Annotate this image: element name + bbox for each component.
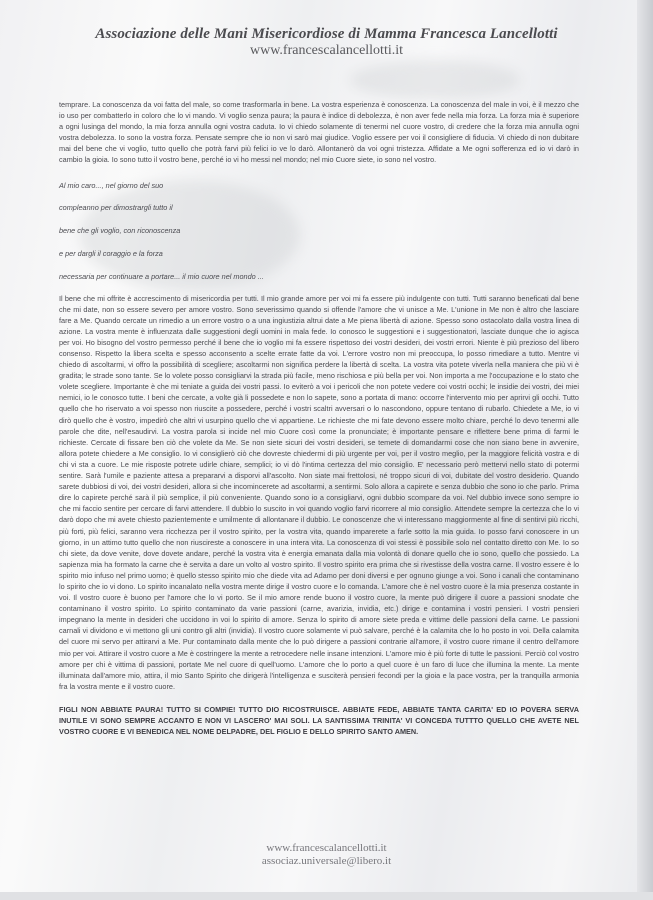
document-body	[59, 99, 579, 737]
verse-line: e per dargli il coraggio e la forza	[59, 248, 163, 258]
verse-line: necessaria per continuare a portare... il mio cuore nel mondo ...	[59, 271, 264, 281]
dedication-verse	[59, 180, 579, 282]
document-footer	[0, 842, 653, 868]
verse-line: bene che gli voglio, con riconoscenza	[59, 226, 181, 236]
main-paragraph: Il bene che mi offrite è accrescimento di misericordia per tutti. Il mio grande amore per voi mi fa essere più indulgente con tutti. Tutti saranno beneficati dal bene che mi date, non so essere severo per amore vostro. Sono severissimo quando si offende l'amore che vi unisce a Me. L'unione in Me non è altro che lasciare fare a Me. Quando cercate un rimedio a un errore vostro o a una ingiustizia altrui date a Me piena libertà di azione. Spesso sono ostacolato dalla vostra linea di azione. La vostra mente è influenzata dalle suggestioni degli uomini in mala fede. Io conosco le suggestioni e i suggestionatori, lasciate dunque che io agisca per voi. Ho bisogno del vostro permesso perché il bene che io voglio mi fa essere rispettoso dei vostri desideri, dei vostri errori. Niente è più prezioso del libero consenso. Rispetto la libera scelta e spesso acconsento a scelte errate fatte da voi. L'errore vostro non mi preoccupa, lo posso rimediare a tutto. Mentre vi chiedo di ascoltarmi, vi offro la possibilità di scegliere; ascoltarmi non significa perdere la libertà di scelta. La vostra vita potete viverla nella maniera che più vi è gradita; le strade sono tante. Se lo volete posso consigliarvi la strada più facile, meno rischiosa e più bella per voi. Non importa a me l'occupazione e lo stato che volete scegliere. Importante è che mi teniate a guida dei vostri passi. Io eviterò a voi i pericoli che non potete vedere coi vostri occhi; le insidie dei vostri, dei miei nemici, io le conosco tutte. I beni che cercate, a volte già li possedete e non lo sapete, sono a portata di mano: occorre l'intervento mio per aprirvi gli occhi. Tutto quello che ho riservato a voi spesso non riuscite a possedere, perché i vostri scaltri avversari o lo nascondono, oppure tentano di rubarlo. Chiedete a Me, io vi dirò quello che è vostro, impedirò che altri vi usurpino quello che vi appartiene. Le richieste che mi fate devono essere molto chiare, perché lo devo tenermi alle parole che dite, nell'esaudirvi. La vostra parola si incide nel mio Cuore così come la pronunciate; è importante pensare e riflettere bene prima di farmi le richieste. Cercate di fissare ben ciò che volete da Me. Se non siete sicuri dei vostri desideri, se temete di domandarmi cose che non siano bene in avvenire, allora potete chiedere a Me consiglio. Io vi consiglierò ciò che dovreste chiedermi di più urgente per voi, per il vostro meglio, per la maggiore felicità vostra e di chi vi sta a cuore. Le mie risposte potrete udirle chiare, semplici; io vi dò l'intima certezza del mio consiglio. E' necessario però mettervi nello stato di potermi sentire. Sarà l'umile e paziente attesa a prepararvi a disporvi all'ascolto. Non siate mai frettolosi, né troppo sicuri di voi, dubitate del vostro desiderio. Quando sarete dubbiosi di voi, dei vostri desideri, allora si che incomincerete ad ascoltarmi, a sentirmi. Solo allora a capirete e senza dubbio che sono io che parlo. Prima dire lo capirete perché sarà il più semplice, il più conveniente. Quando sono io a consigliarvi, ogni dubbio scompare da voi. Nel dubbio invece sono sempre io che mi faccio sentire per cercare di farvi attendere. Il dubbio lo suscito in voi quando voglio farvi ricorrere al mio consiglio. Attendete sempre la certezza che lo vi darò dopo che mi avete chiesto pazientemente e umilmente di allontanare il dubbio. Le conoscenze che vi interessano maggiormente al fine di sentirvi più ricchi, più forti, più felici, saranno vera ricchezza per il vostro spirito, per la vostra vita, quando imparerete a farle sotto la mia guida. Io posso farvi conoscere in un giorno, in un attimo tutto quello che non riuscireste a conoscere in una intera vita. La conoscenza di voi stessi è possibile solo nel contatto diretto con Me. Io so chi siete, da dove venite, dove dovete andare, perché la vostra vita è energia emanata dalla mia volontà di donare quello che io sono, quello che possiedo. La sapienza mia ha formato la carne che è servita a dare un volto al vostro spirito. Il vostro spirito era prima che si rivestisse della vostra carne. Il vostro essere è lo spirito mio infuso nel primo uomo; è quello stesso spirito mio che diede vita ad Adamo per doni diversi e per ognuno giunge a voi. Sono i canali che contaminano lo spirito che io vi dono. Lo spirito incanalato nella vostra mente dirige il vostro cuore e lo comanda. L'amore che è nel vostro cuore è la mia presenza costante in voi. Il vostro cuore è buono per l'amore che lo vi porto. Se il mio amore rende buono il vostro cuore, la mente può dirigere il cuore a passioni snodate che contaminano il vostro spirito. Lo spirito contaminato da varie passioni (carne, avarizia, invidia, etc.) dirige e contamina i vostri pensieri. I vostri pensieri impegnano la mente in desideri che uccidono in voi lo spirito di amore. Senza lo spirito di amore siete preda e vittime delle passioni della carne. Le passioni carnali vi dividono e vi mettono gli uni contro gli altri (invidia). Il vostro cuore solamente vi può salvare, perché è la calamita che lo ho posto in voi. Della calamita del cuore mi servo per attirarvi a Me. Pur contaminato dalla mente che lo può dirigere a passioni contrarie all'amore, il vostro cuore rimane il centro dell'amore mio per voi. Attirare il vostro cuore a Me è costringere la mente a retrocedere nelle insane intenzioni. L'amore mio è più forte di tutte le passioni. Perciò col vostro amore per chi è vittima di passioni, portate Me nel cuore di quell'uomo. L'amore che lo porto a quel cuore è un faro di luce che illumina la mente. La mente illuminata dall'amore mio, attira, il mio Santo Spirito che dirigerà l'intelligenza e susciterà pensieri fecondi per la gioia e la pace vostra, per la tranquilla armonia fra la vostra mente e il vostro cuore.	[59, 293, 579, 691]
footer-website: www.francescalancellotti.it	[266, 842, 387, 854]
scan-smudge	[350, 60, 520, 100]
document-header	[0, 26, 653, 59]
scan-edge	[637, 0, 653, 900]
verse-line: Al mio caro..., nel giorno del suo	[59, 180, 164, 190]
verse-line: compleanno per dimostrargli tutto il	[59, 203, 173, 213]
scan-edge-bottom	[0, 892, 653, 900]
footer-email: associaz.universale@libero.it	[261, 855, 392, 867]
closing-blessing: FIGLI NON ABBIATE PAURA! TUTTO SI COMPIE! TUTTO DIO RICOSTRUISCE. ABBIATE FEDE, ABBIATE TANTA CARITA' ED IO POVERA SERVA INUTILE VI SONO SEMPRE ACCANTO E NON VI LASCERO' MAI SOLI. LA SANTISSIMA TRINITA' VI CONCEDA TUTTTO QUELLO CHE AVETE NEL VOSTRO CUORE E VI BENEDICA NEL NOME DELPADRE, DEL FIGLIO E DELLO SPIRITO SANTO AMEN.	[59, 704, 579, 736]
association-title: Associazione delle Mani Misericordiose di Mamma Francesca Lancellotti	[95, 26, 558, 42]
intro-paragraph: temprare. La conoscenza da voi fatta del male, so come trasformarla in bene. La vostra esperienza è conoscenza. La conoscenza del male in voi, è il mezzo che io uso per combatterlo in coloro che lo vi mando. Vi voglio senza paura; la paura è indice di debolezza, è non aver fede nella mia forza. La forza mia è superiore a ogni lusinga del mondo, la mia forza annulla ogni vostra caduta. Io vi chiedo solamente di tenermi nel cuore vostro, di credere che la forza mia annulla ogni vostra debolezza. Io sono la vostra forza. Pensate sempre che io non vi sarò mai giudice. Voglio essere per voi il consigliere di fiducia. Vi chiedo di non dubitare mai del bene che vi voglio, tutto quello che potrà farvi più felici io ve lo darò. Allontanerò da voi ogni tristezza. Affidate a Me ogni sofferenza ed io vi darò in cambio la gioia. Io sono tutto il vostro bene, perché io vi ho messi nel mondo; nel mio Cuore siete, io sono nel vostro.	[59, 100, 579, 165]
header-website: www.francescalancellotti.it	[249, 43, 404, 58]
